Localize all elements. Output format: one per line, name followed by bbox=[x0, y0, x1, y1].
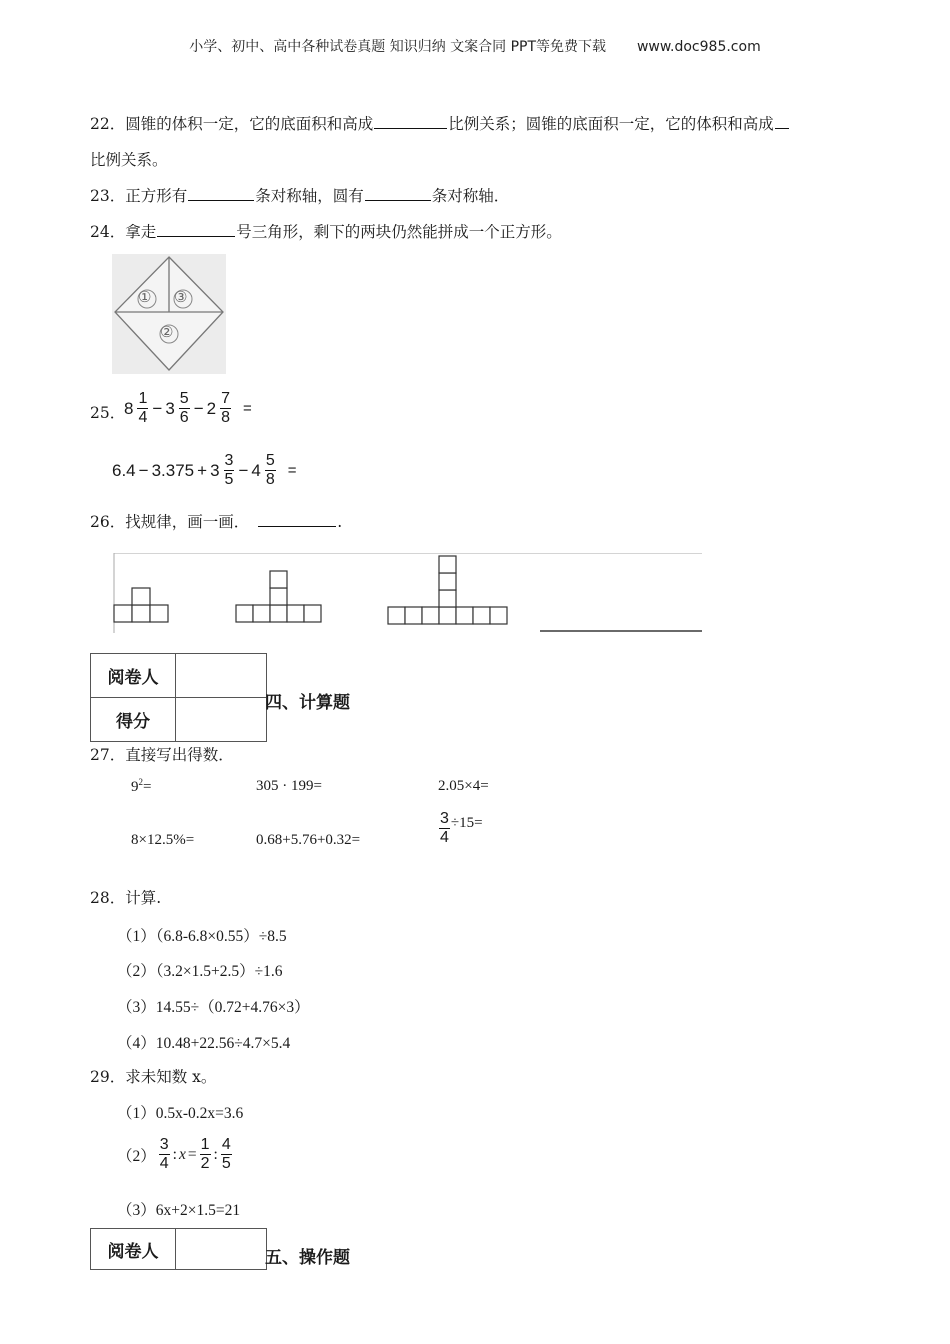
whole-number: 3 bbox=[210, 460, 220, 480]
answer-blank[interactable] bbox=[775, 112, 789, 129]
square bbox=[132, 588, 150, 605]
square bbox=[253, 605, 270, 622]
header-url: www.doc985.com bbox=[636, 39, 761, 55]
pattern-svg bbox=[112, 553, 704, 635]
question-number: 28． bbox=[90, 889, 126, 907]
question-28 bbox=[90, 887, 161, 909]
sub-question: （3）14.55÷（0.72+4.76×3） bbox=[117, 999, 310, 1016]
question-text: 拿走 bbox=[125, 223, 157, 241]
square bbox=[132, 605, 150, 622]
operator: − bbox=[152, 398, 163, 418]
reviewer-label: 阅卷人 bbox=[91, 654, 176, 698]
question-number: 26． bbox=[90, 513, 126, 531]
square bbox=[287, 605, 304, 622]
square bbox=[490, 607, 507, 624]
section-title-4: 四、计算题 bbox=[265, 693, 350, 713]
question-22-line2 bbox=[90, 149, 168, 171]
sub-question: （2）（3.2×1.5+2.5）÷1.6 bbox=[117, 963, 283, 980]
sub-question: （4）10.48+22.56÷4.7×5.4 bbox=[117, 1035, 291, 1052]
score-table bbox=[90, 653, 267, 742]
operator: − bbox=[193, 398, 204, 418]
square bbox=[456, 607, 473, 624]
fraction: $\frac{3}{5}$ bbox=[224, 452, 234, 488]
sub-question-proportion: （2） $\frac{3}{4}$ : x = $\frac{1}{2}$ : $\frac{4}{5}$ bbox=[117, 1136, 231, 1172]
question-27 bbox=[90, 744, 234, 766]
number: 3.375 bbox=[151, 460, 195, 480]
fraction: $\frac{5}{8}$ bbox=[265, 452, 275, 488]
sub-question: （1）0.5x-0.2x=3.6 bbox=[117, 1105, 244, 1122]
question-number: 23． bbox=[90, 187, 126, 205]
whole-number: 8 bbox=[124, 398, 134, 418]
question-25-number: 25． bbox=[90, 404, 126, 422]
square bbox=[473, 607, 490, 624]
question-text: . bbox=[337, 513, 343, 531]
fraction: $\frac{3}{4}$ bbox=[159, 1136, 169, 1172]
square bbox=[439, 556, 456, 573]
question-text: 直接写出得数． bbox=[125, 746, 234, 764]
score-label: 得分 bbox=[91, 698, 176, 742]
fraction: $\frac{1}{2}$ bbox=[200, 1136, 210, 1172]
question-23 bbox=[90, 184, 509, 207]
question-text: 条对称轴． bbox=[431, 187, 510, 205]
operator: − bbox=[138, 460, 149, 480]
score-table-2 bbox=[90, 1228, 267, 1270]
reviewer-label: 阅卷人 bbox=[91, 1229, 176, 1270]
question-text: 正方形有 bbox=[125, 187, 188, 205]
triangle-label-1: ① bbox=[138, 288, 152, 306]
question-number: 24． bbox=[90, 223, 126, 241]
question-text: 计算. bbox=[125, 889, 162, 907]
table-row bbox=[91, 654, 267, 698]
equals-sign: = bbox=[243, 400, 252, 417]
square bbox=[270, 605, 287, 622]
whole-number: 3 bbox=[165, 398, 175, 418]
question-number: 29． bbox=[90, 1068, 126, 1086]
score-field[interactable] bbox=[176, 698, 267, 742]
question-29 bbox=[90, 1066, 216, 1088]
question-text: 比例关系。 bbox=[90, 151, 168, 169]
section-title-5: 五、操作题 bbox=[265, 1248, 350, 1268]
whole-number: 4 bbox=[251, 460, 261, 480]
square bbox=[114, 605, 132, 622]
square bbox=[236, 605, 253, 622]
operator: + bbox=[197, 460, 208, 480]
table-row bbox=[91, 698, 267, 742]
calc-item-e: 0.68+5.76+0.32= bbox=[256, 832, 361, 848]
pattern-figure bbox=[112, 553, 704, 635]
triangle-square-svg bbox=[112, 254, 226, 374]
question-24 bbox=[90, 220, 562, 243]
reviewer-field[interactable] bbox=[176, 1229, 267, 1270]
square bbox=[422, 607, 439, 624]
number: 6.4 bbox=[112, 460, 136, 480]
calc-item-b: 305 · 199= bbox=[256, 778, 322, 794]
question-number: 22． bbox=[90, 115, 126, 133]
square bbox=[405, 607, 422, 624]
square bbox=[270, 588, 287, 605]
question-22 bbox=[90, 112, 790, 135]
expression-25-2 bbox=[112, 452, 297, 489]
answer-blank[interactable] bbox=[188, 184, 254, 201]
calc-item-f: $\frac{3}{4}$ ÷15= bbox=[440, 810, 483, 846]
square bbox=[150, 605, 168, 622]
question-text: 求未知数 x。 bbox=[125, 1068, 217, 1086]
fraction: $\frac{4}{5}$ bbox=[221, 1136, 231, 1172]
question-text: 条对称轴，圆有 bbox=[255, 187, 364, 205]
square bbox=[270, 571, 287, 588]
fraction: $\frac{3}{4}$ bbox=[440, 810, 449, 846]
square bbox=[304, 605, 321, 622]
question-text: 比例关系；圆锥的底面积一定，它的体积和高成 bbox=[448, 115, 774, 133]
triangle-label-2: ② bbox=[160, 323, 174, 341]
square bbox=[439, 590, 456, 607]
answer-blank[interactable] bbox=[157, 220, 235, 237]
calc-item-c: 2.05×4= bbox=[438, 778, 489, 794]
triangle-label-3: ③ bbox=[174, 288, 188, 306]
square bbox=[439, 607, 456, 624]
equals-sign: = bbox=[287, 462, 297, 479]
triangle-square-figure bbox=[112, 254, 226, 374]
calc-item-d: 8×12.5%= bbox=[131, 832, 195, 848]
fraction: $\frac{7}{8}$ bbox=[221, 390, 230, 426]
header-text: 小学、初中、高中各种试卷真题 知识归纳 文案合同 PPT等免费下载 bbox=[189, 39, 607, 55]
question-text: 号三角形，剩下的两块仍然能拼成一个正方形。 bbox=[236, 223, 562, 241]
operator: − bbox=[238, 460, 249, 480]
reviewer-field[interactable] bbox=[176, 654, 267, 698]
sub-question: （3）6x+2×1.5=21 bbox=[117, 1202, 241, 1219]
table-row bbox=[91, 1229, 267, 1270]
page-header bbox=[0, 36, 950, 56]
question-text: 找规律，画一画． bbox=[125, 513, 250, 531]
answer-blank[interactable] bbox=[365, 184, 431, 201]
square bbox=[388, 607, 405, 624]
sub-question: （1）（6.8-6.8×0.55）÷8.5 bbox=[117, 928, 287, 945]
question-26 bbox=[90, 510, 342, 533]
square bbox=[439, 573, 456, 590]
expression-25-1 bbox=[124, 390, 252, 427]
fraction: $\frac{5}{6}$ bbox=[179, 390, 189, 426]
answer-blank[interactable] bbox=[374, 112, 447, 129]
answer-blank[interactable] bbox=[258, 510, 336, 527]
fraction: $\frac{1}{4}$ bbox=[138, 390, 148, 426]
calc-item-a: $9^2=$ bbox=[131, 777, 152, 795]
question-number: 27． bbox=[90, 746, 126, 764]
whole-number: 2 bbox=[206, 398, 217, 418]
question-text: 圆锥的体积一定，它的底面积和高成 bbox=[125, 115, 374, 133]
